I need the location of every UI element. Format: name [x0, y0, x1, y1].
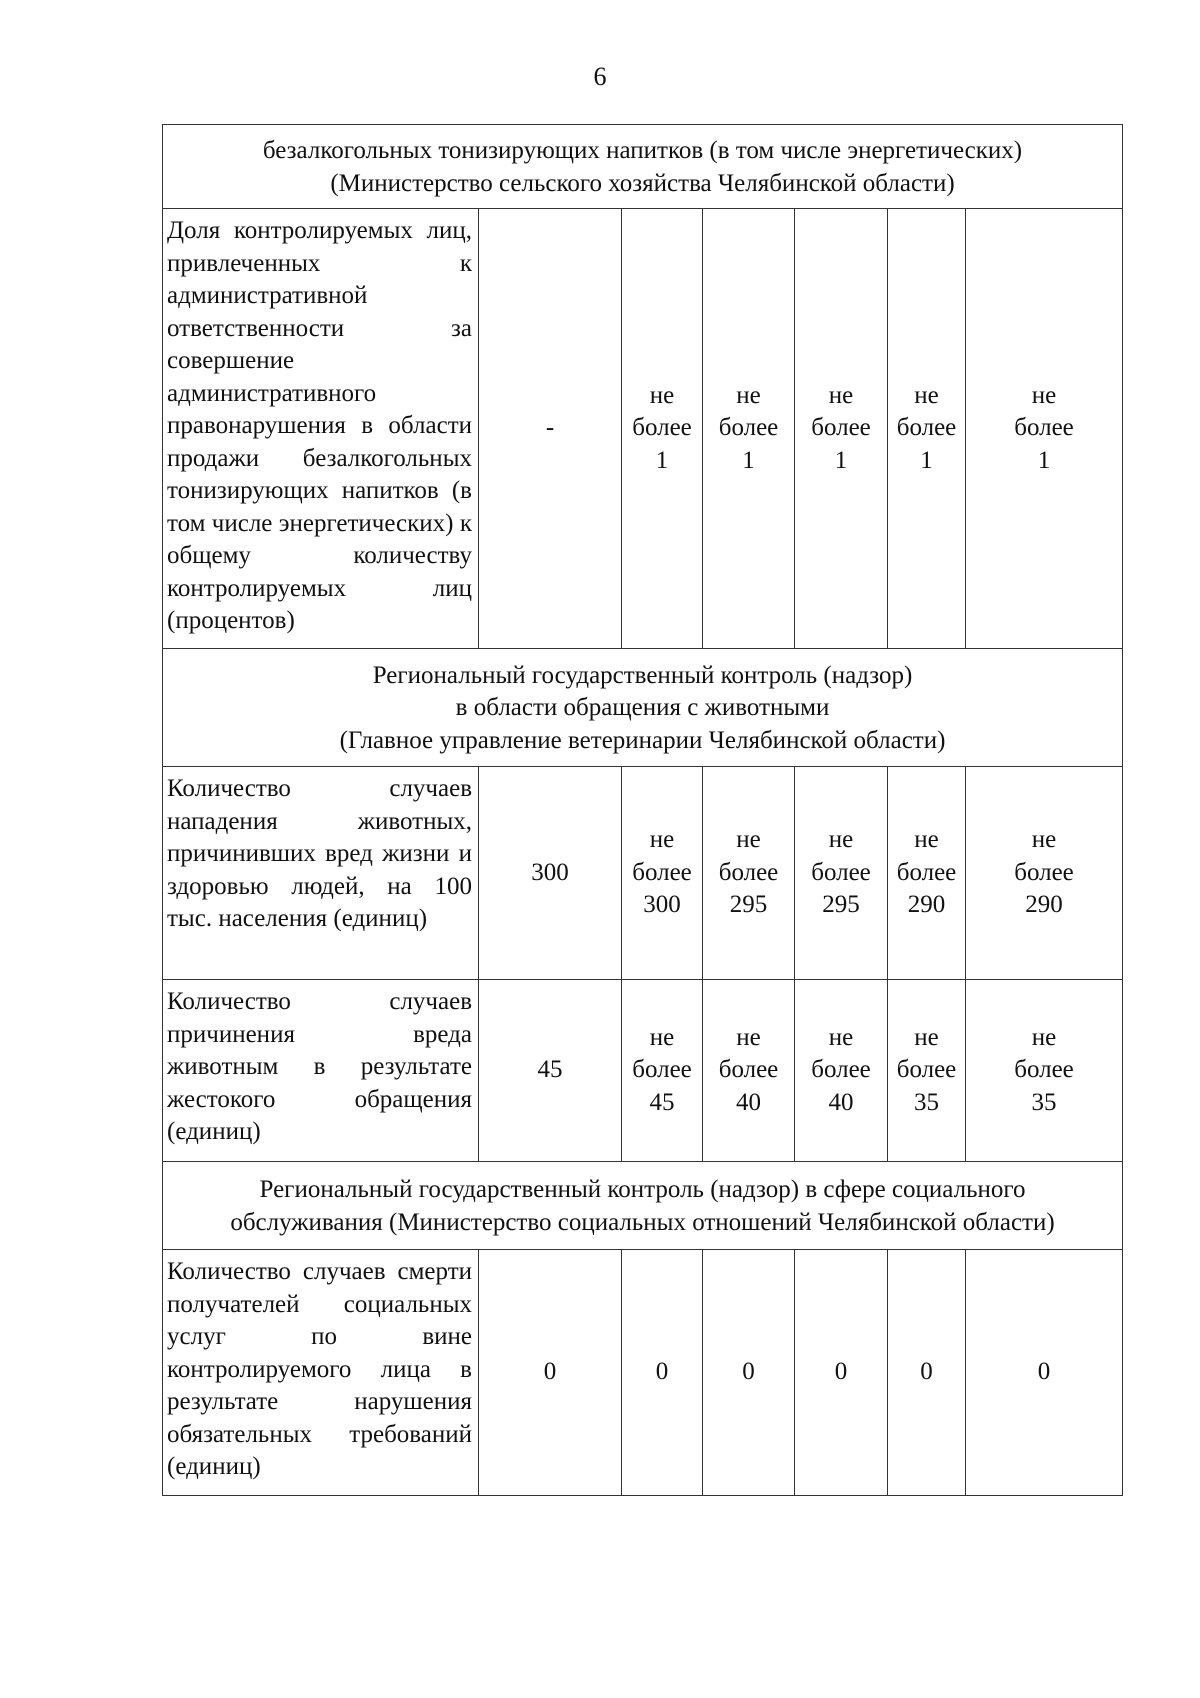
section-header-row — [163, 649, 1123, 767]
value-text: 40 — [736, 1088, 761, 1116]
value-cell — [795, 209, 888, 649]
value-text: 295 — [822, 891, 860, 919]
value-text: 1 — [742, 446, 755, 474]
indicators-table — [162, 124, 1123, 1496]
section-header-row — [163, 125, 1123, 209]
value-text: 45 — [537, 1056, 563, 1084]
value-cell — [795, 767, 888, 980]
value-cell — [703, 767, 795, 980]
value-text: 0 — [543, 1358, 557, 1386]
value-text: 300 — [531, 858, 569, 886]
value-cell — [795, 1250, 888, 1496]
value-text: 0 — [834, 1358, 848, 1386]
value-text: не — [649, 1023, 675, 1051]
value-cell — [966, 1250, 1123, 1496]
value-text: не — [736, 381, 761, 409]
value-text: более — [896, 858, 957, 886]
indicator-label: Количество случаев смерти получателей социальных услуг по вине контролируемого лица в результате нарушения обязательных требований (единиц) — [163, 1250, 479, 1496]
value-cell — [622, 209, 703, 649]
value-text: не — [649, 826, 675, 854]
value-text: 0 — [655, 1358, 669, 1386]
value-text: не — [914, 826, 939, 854]
value-text: более — [632, 1056, 692, 1084]
value-text: не — [914, 381, 939, 409]
value-text: - — [545, 414, 555, 442]
value-text: 295 — [729, 891, 768, 919]
value-cell — [479, 1250, 622, 1496]
value-text: более — [811, 414, 871, 442]
value-text: более — [1014, 858, 1074, 886]
value-cell — [966, 980, 1123, 1162]
value-text: более — [1014, 414, 1074, 442]
value-cell — [479, 980, 622, 1162]
value-cell — [622, 767, 703, 980]
value-text: 35 — [1031, 1088, 1057, 1116]
page-number: 6 — [593, 62, 607, 91]
value-text: не — [1031, 1023, 1057, 1051]
value-text: не — [828, 1023, 854, 1051]
table-row — [163, 980, 1123, 1162]
value-cell — [703, 1250, 795, 1496]
value-cell — [966, 767, 1123, 980]
value-cell — [888, 209, 966, 649]
section-title-line: Региональный государственный контроль (надзор) в сфере социального — [259, 1176, 1026, 1203]
section-title — [163, 1162, 1123, 1250]
value-text: более — [718, 414, 779, 442]
value-text: не — [736, 1023, 761, 1051]
value-cell — [966, 209, 1123, 649]
value-text: более — [811, 1056, 871, 1084]
value-text: не — [649, 381, 675, 409]
indicator-label: Количество случаев причинения вреда животным в результате жестокого обращения (единиц) — [163, 980, 479, 1162]
value-text: 0 — [920, 1358, 933, 1386]
value-text: не — [828, 826, 854, 854]
value-text: 1 — [1037, 446, 1051, 474]
value-cell — [888, 1250, 966, 1496]
section-title-line: безалкогольных тонизирующих напитков (в том числе энергетических) — [262, 137, 1023, 164]
value-text: 0 — [742, 1358, 755, 1386]
section-title-line: (Главное управление ветеринарии Челябинской области) — [339, 726, 946, 754]
section-title-line: в области обращения с животными — [455, 694, 830, 722]
value-cell — [795, 980, 888, 1162]
value-text: не — [1031, 381, 1057, 409]
indicator-label: Количество случаев нападения животных, причинивших вред жизни и здоровью людей, на 100 тыс. населения (единиц) — [163, 767, 479, 980]
value-text: 290 — [1025, 891, 1063, 919]
value-text: не — [736, 826, 761, 854]
value-cell — [888, 980, 966, 1162]
value-text: 1 — [834, 446, 848, 474]
value-text: более — [718, 1056, 779, 1084]
section-header-row — [163, 1162, 1123, 1250]
value-text: 1 — [655, 446, 669, 474]
section-title — [163, 649, 1123, 767]
value-cell — [703, 980, 795, 1162]
value-cell — [479, 767, 622, 980]
value-text: более — [896, 1056, 957, 1084]
value-text: 1 — [920, 446, 933, 474]
value-cell — [479, 209, 622, 649]
value-text: 40 — [828, 1088, 854, 1116]
value-cell — [703, 209, 795, 649]
value-text: не — [914, 1023, 939, 1051]
value-cell — [888, 767, 966, 980]
section-title-line: (Министерство сельского хозяйства Челябинской области) — [330, 169, 955, 197]
value-text: более — [1014, 1056, 1074, 1084]
value-text: 300 — [643, 891, 681, 919]
table-row — [163, 209, 1123, 649]
value-text: более — [718, 858, 779, 886]
value-text: более — [632, 858, 692, 886]
value-text: 0 — [1037, 1358, 1051, 1386]
section-title-line: Региональный государственный контроль (надзор) — [372, 661, 913, 689]
table-row — [163, 767, 1123, 980]
value-text: 290 — [907, 891, 946, 919]
value-cell — [622, 980, 703, 1162]
indicator-label: Доля контролируемых лиц, привлеченных к административной ответственности за совершение административного правонарушения в области продажи безалкогольных тонизирующих напитков (в том числе энергетических) к общему количеству контролируемых лиц (процентов) — [163, 209, 479, 649]
value-text: 45 — [649, 1088, 675, 1116]
section-title — [163, 125, 1123, 209]
value-text: не — [828, 381, 854, 409]
value-text: более — [811, 858, 871, 886]
value-text: не — [1031, 826, 1057, 854]
value-text: 35 — [914, 1088, 939, 1116]
table-row — [163, 1250, 1123, 1496]
value-text: более — [632, 414, 692, 442]
value-text: более — [896, 414, 957, 442]
section-title-line: обслуживания (Министерство социальных отношений Челябинской области) — [230, 1208, 1055, 1236]
value-cell — [622, 1250, 703, 1496]
